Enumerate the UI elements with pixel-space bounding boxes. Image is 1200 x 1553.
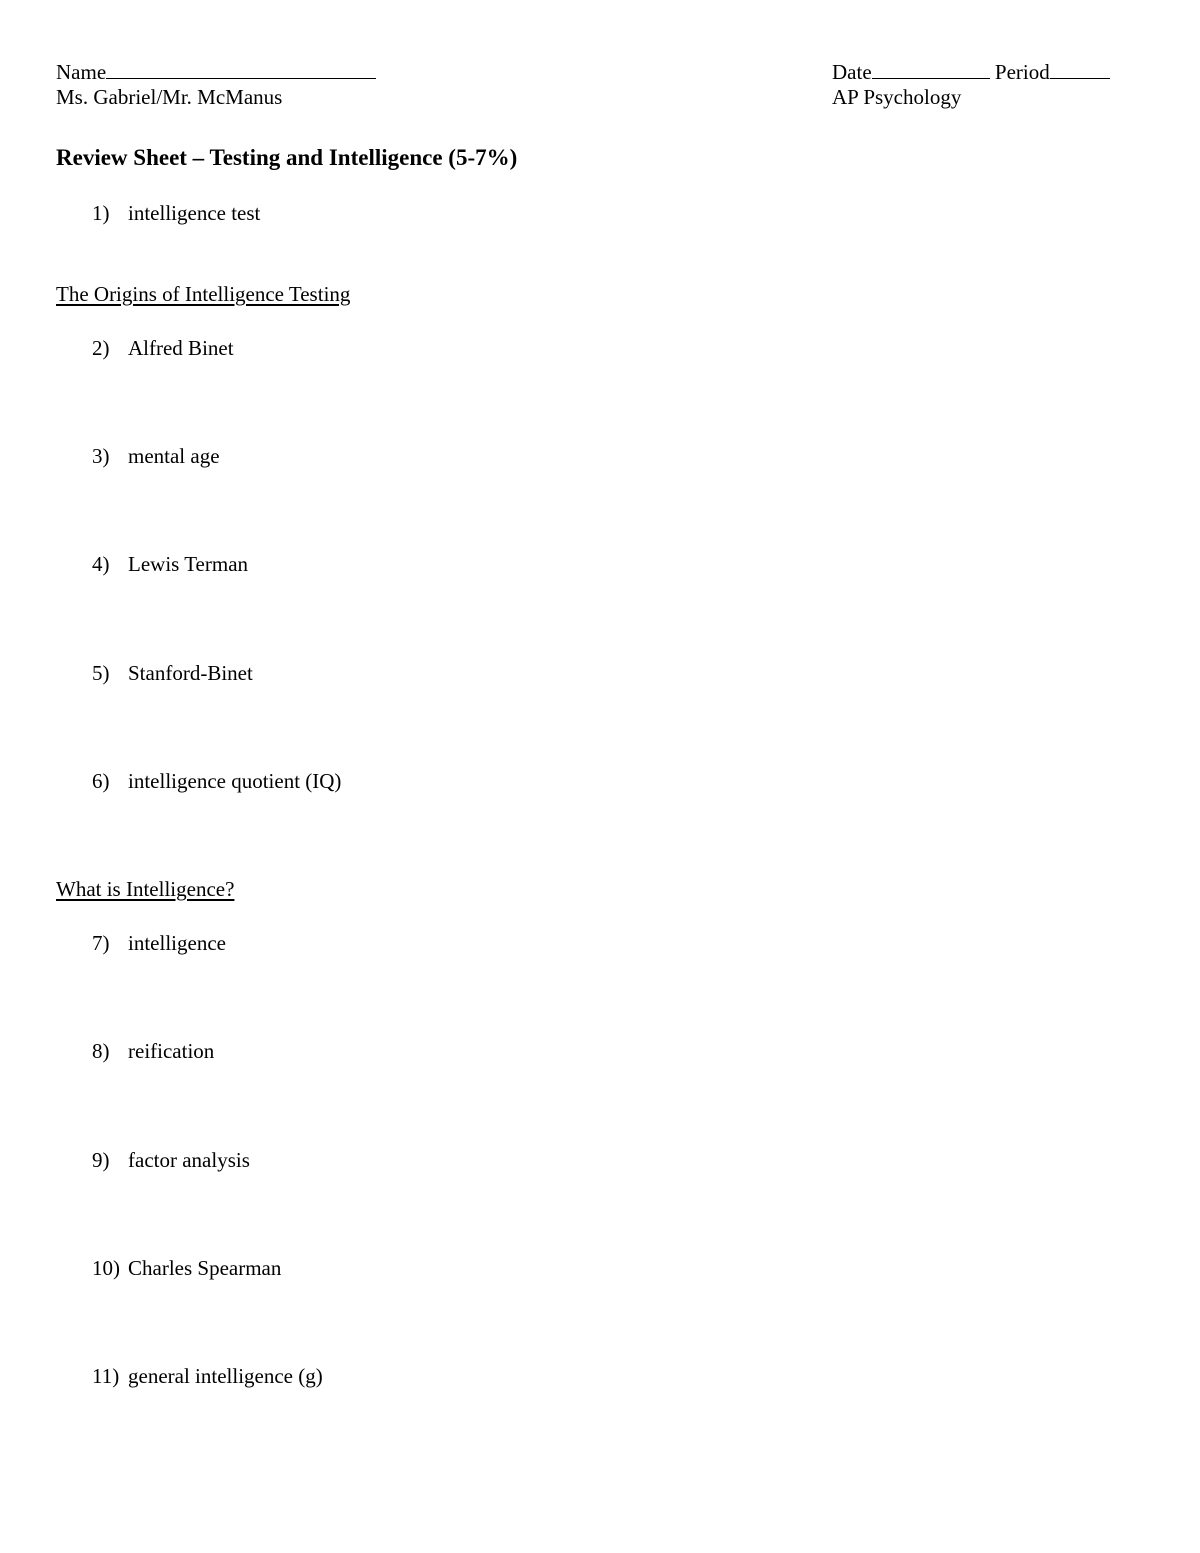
name-line: [56, 60, 376, 83]
period-label: Period: [994, 60, 1050, 84]
item-number: 5): [92, 661, 110, 685]
item-term: intelligence quotient (IQ): [128, 769, 342, 793]
item-number: 6): [92, 769, 110, 793]
item-term: Lewis Terman: [128, 552, 249, 576]
list-item: [92, 933, 226, 954]
name-blank[interactable]: [106, 60, 376, 79]
list-item: [92, 1041, 214, 1062]
item-term: intelligence: [128, 931, 226, 955]
item-number: 11): [92, 1364, 120, 1388]
item-term: factor analysis: [128, 1148, 250, 1172]
teachers-line: Ms. Gabriel/Mr. McManus: [56, 85, 283, 109]
list-item: [92, 1366, 323, 1387]
list-item: [92, 338, 234, 359]
list-item: [92, 446, 220, 467]
date-blank[interactable]: [872, 60, 990, 79]
item-term: general intelligence (g): [128, 1364, 323, 1388]
list-item: [92, 771, 341, 792]
item-term: intelligence test: [128, 201, 261, 225]
item-number: 1): [92, 201, 110, 225]
item-number: 9): [92, 1148, 110, 1172]
list-item: [92, 203, 260, 224]
item-term: reification: [128, 1039, 215, 1063]
list-item: [92, 1150, 250, 1171]
list-item: [92, 1258, 281, 1279]
page-title: Review Sheet – Testing and Intelligence (5-7%): [56, 145, 518, 170]
item-term: Alfred Binet: [128, 336, 234, 360]
section-heading: The Origins of Intelligence Testing: [56, 282, 351, 306]
date-period-line: [832, 60, 1110, 83]
item-number: 2): [92, 336, 110, 360]
course-line: AP Psychology: [832, 85, 962, 109]
item-number: 4): [92, 552, 110, 576]
item-term: Charles Spearman: [128, 1256, 282, 1280]
list-item: [92, 663, 253, 684]
name-label: Name: [56, 60, 107, 84]
item-term: mental age: [128, 444, 220, 468]
date-label: Date: [832, 60, 872, 84]
item-number: 3): [92, 444, 110, 468]
item-term: Stanford-Binet: [128, 661, 253, 685]
section-heading: What is Intelligence?: [56, 877, 235, 901]
period-blank[interactable]: [1050, 60, 1110, 79]
item-number: 8): [92, 1039, 110, 1063]
item-number: 10): [92, 1256, 120, 1280]
item-number: 7): [92, 931, 110, 955]
list-item: [92, 554, 248, 575]
